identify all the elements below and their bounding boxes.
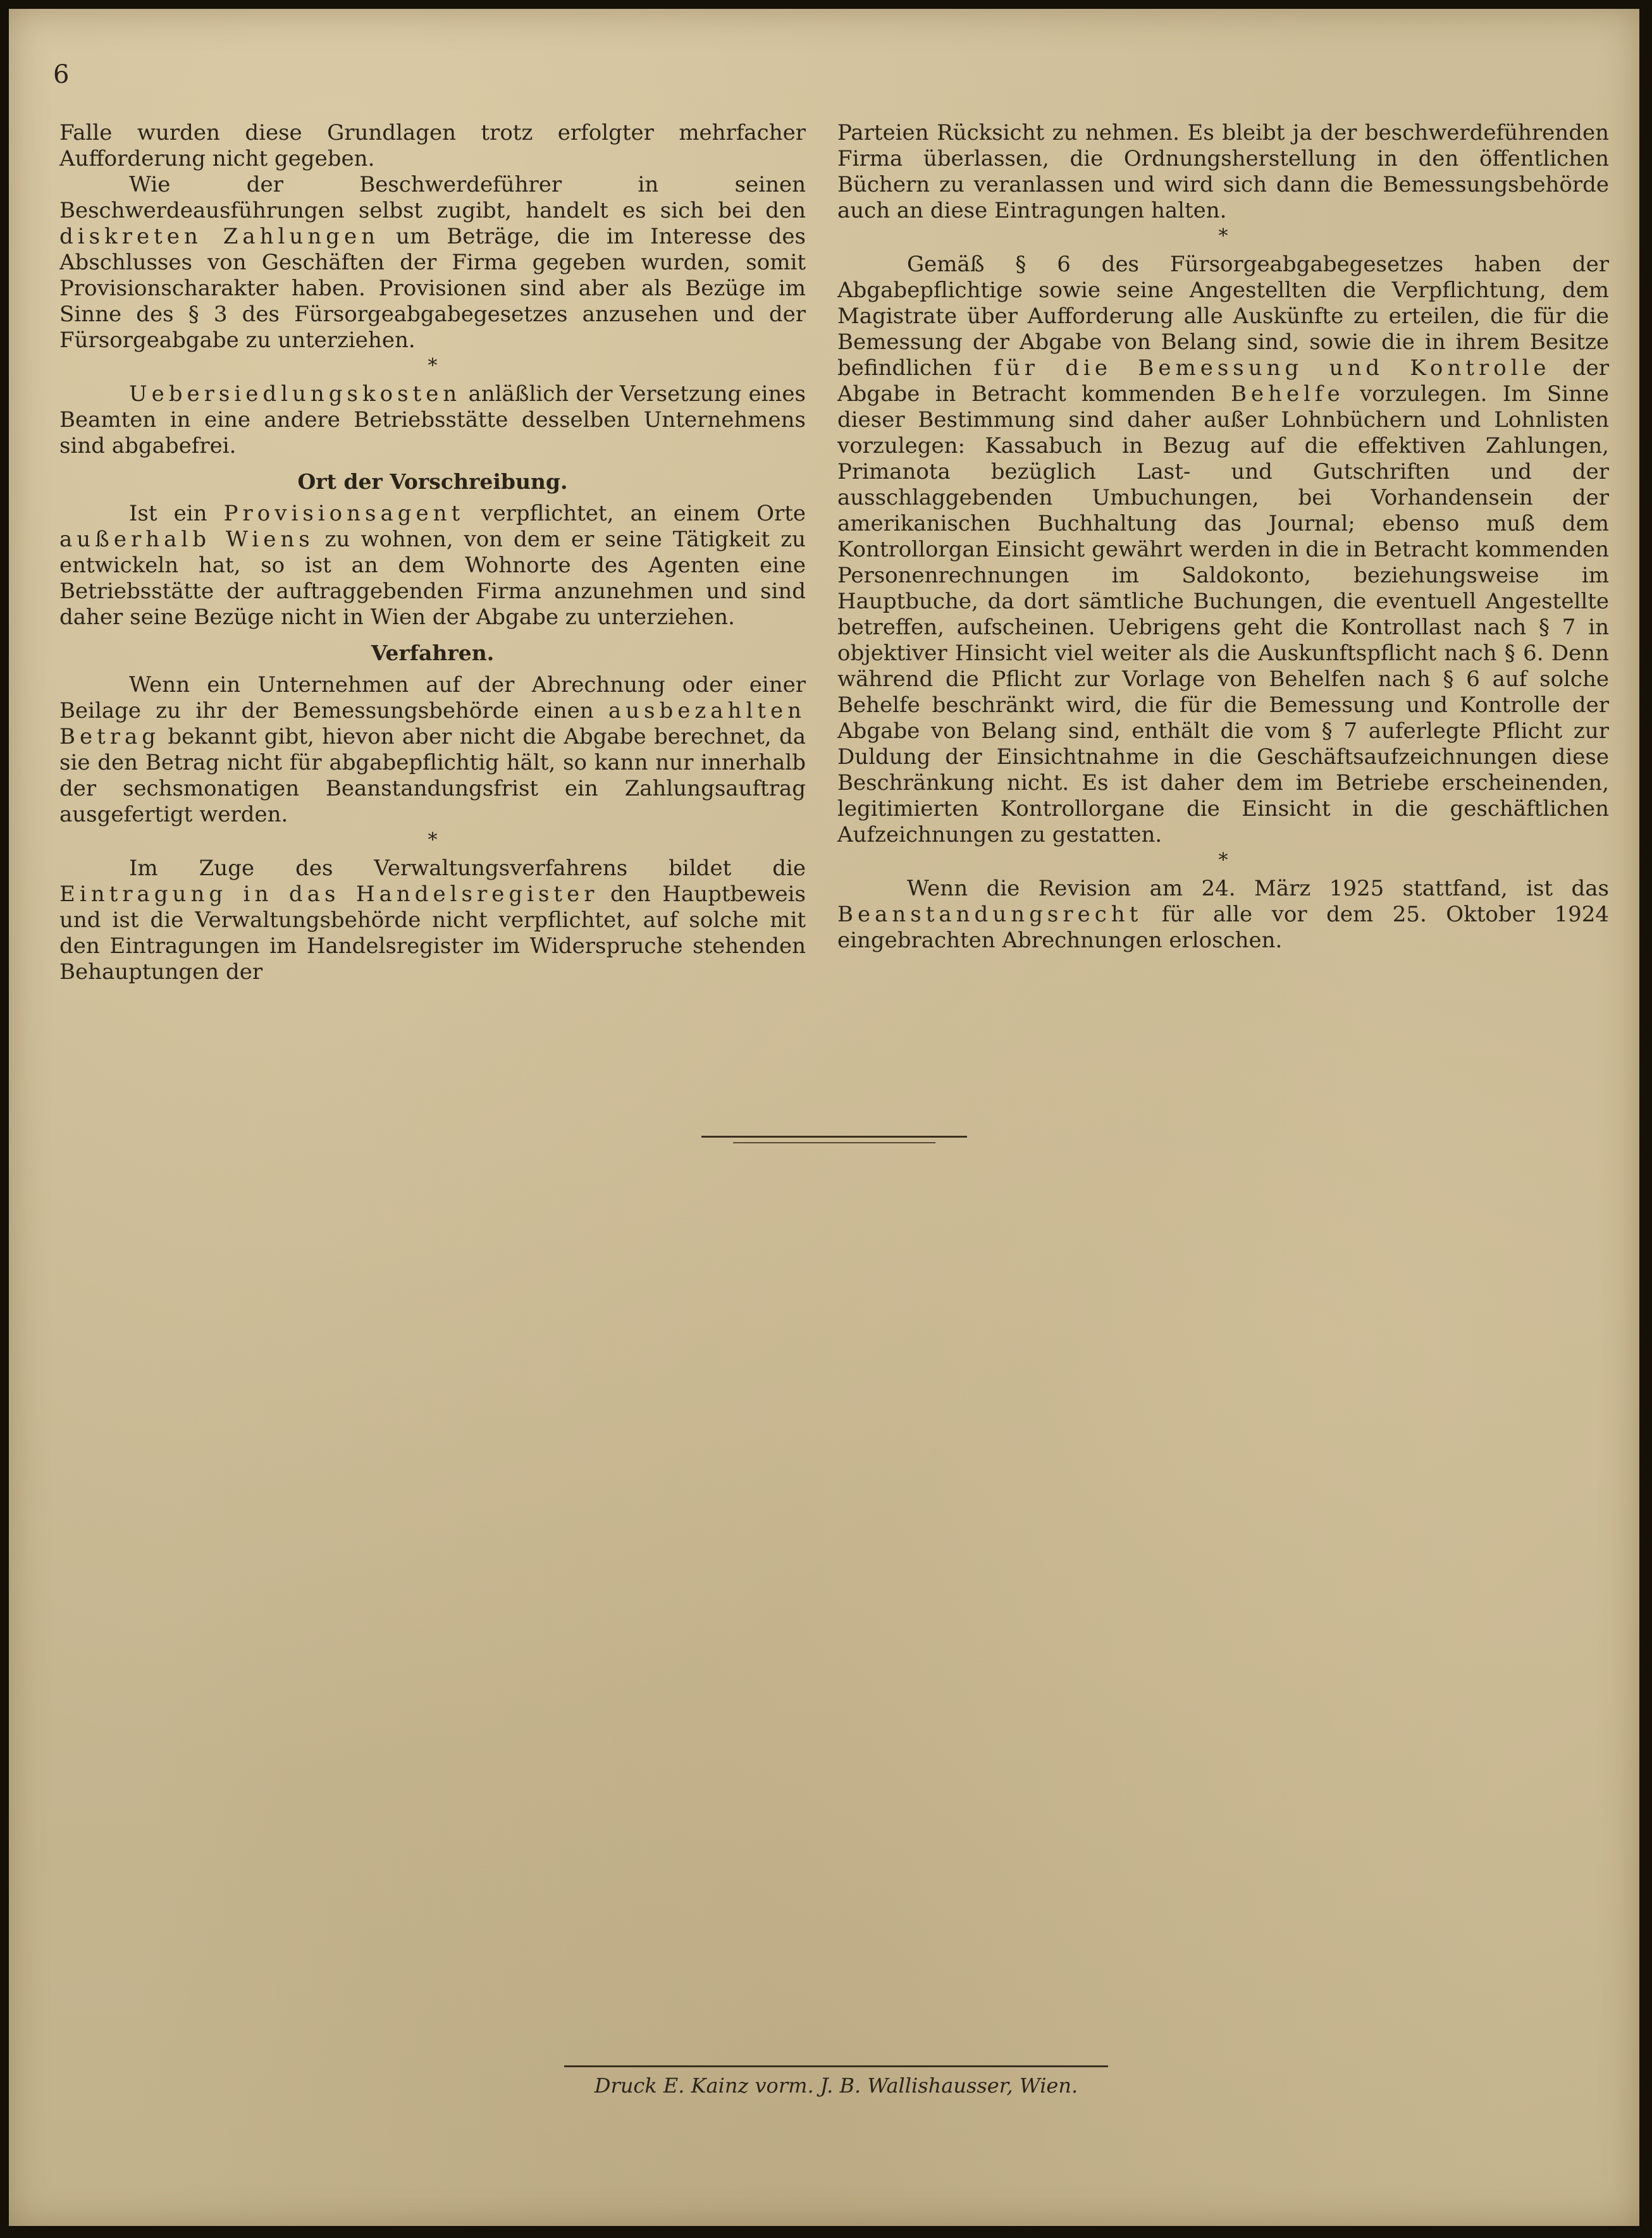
paragraph-continuation: Parteien Rücksicht zu nehmen. Es bleibt ja der beschwerdeführenden Firma überlassen, die Ordnungsherstellung in den öffentlichen Büchern zu veranlassen und wird sich dann die Bemessungsbehörde auch an diese Eintragungen halten.	[837, 120, 1609, 223]
paragraph-commission-payments	[59, 172, 806, 354]
document-page	[9, 9, 1639, 2226]
spaced-emphasis: Provisionsagent	[223, 501, 465, 526]
paragraph-relocation-costs	[59, 381, 806, 459]
section-heading-place: Ort der Vorschreibung.	[297, 469, 568, 494]
text-segment: verpflichtet, an einem Orte	[481, 501, 806, 526]
section-separator-star: *	[1218, 225, 1228, 247]
left-column	[59, 120, 806, 985]
spaced-emphasis: Eintragung in das Handelsregister	[59, 882, 599, 907]
paragraph-continuation: Falle wurden diese Grundlagen trotz erfolgter mehrfacher Aufforderung nicht gegeben.	[59, 120, 806, 171]
spaced-emphasis: Behelfe	[1230, 381, 1345, 407]
text-segment: Ist ein	[129, 501, 207, 526]
section-separator-star: *	[1218, 849, 1228, 871]
text-segment: Im Zuge des Verwaltungsverfahrens bildet die	[129, 856, 806, 881]
text-segment: vorzulegen. Im Sinne dieser Bestimmung sind daher außer Lohnbüchern und Lohnlisten vorzulegen: Kassabuch in Bezug auf die effektiven Zahlungen, Primanota bezüglich Last- und Gutschriften und der ausschlaggebenden Umbuchungen, bei Vorhandensein der amerikanischen Buchhaltung das Journal; ebenso muß dem Kontrollorgan Einsicht gewährt werden in die in Betracht kommenden Personenrechnungen im Saldokonto, beziehungsweise im Hauptbuche, da dort sämtliche Buchungen, die eventuell Angestellte betreffen, aufscheinen. Uebrigens geht die Kontrollast nach § 7 in objektiver Hinsicht viel weiter als die Auskunftspflicht nach § 6. Denn während die Pflicht zur Vorlage von Behelfen nach § 6 auf solche Behelfe beschränkt wird, die für die Bemessung und Kontrolle der Abgabe von Belang sind, enthält die vom § 7 auferlegte Pflicht zur Duldung der Einsichtnahme in die Geschäftsaufzeichnungen diese Beschränkung nicht. Es ist daher dem im Betriebe erscheinenden, legitimierten Kontrollorgane die Einsicht in die geschäftlichen Aufzeichnungen zu gestatten.	[837, 381, 1609, 847]
text-segment: Wie der Beschwerdeführer in seinen Beschwerdeausführungen selbst zugibt, handelt es sich bei den	[59, 172, 806, 223]
end-divider-rule	[701, 1136, 967, 1138]
text-segment: anläßlich der Versetzung eines Beamten in eine andere Betriebsstätte desselben Unternehmens sind abgabefrei.	[59, 381, 806, 458]
text-segment: Gemäß § 6 des Fürsorgeabgabegesetzes haben der Abgabepflichtige sowie seine Angestellten die Verpflichtung, dem Magistrate über Aufforderung alle Auskünfte zu erteilen, die für die Bemessung der Abgabe von Belang sind, sowie die in ihrem Besitze befindlichen	[837, 252, 1609, 381]
text-segment: Wenn ein Unternehmen auf der Abrechnung oder einer Beilage zu ihr der Bemessungsbehörde einen	[59, 672, 806, 723]
section-separator-star: *	[428, 355, 438, 377]
end-divider-rule-thin	[733, 1142, 935, 1143]
text-segment: zu wohnen, von dem er seine Tätigkeit zu entwickeln hat, so ist an dem Wohnorte des Agenten eine Betriebsstätte der auftraggebenden Firma anzunehmen und sind daher seine Bezüge nicht in Wien der Abgabe zu unterziehen.	[59, 527, 806, 630]
spaced-emphasis: Uebersiedlungskosten	[129, 381, 462, 407]
paragraph-provision-agent	[59, 501, 806, 630]
printer-imprint: Druck E. Kainz vorm. J. B. Wallishausser, Wien.	[594, 2074, 1078, 2098]
spaced-emphasis: außerhalb Wiens	[59, 527, 314, 552]
paragraph-information-duty	[837, 252, 1609, 848]
text-segment: für alle vor dem 25. Oktober 1924 eingebrachten Abrechnungen erloschen.	[837, 902, 1610, 953]
paragraph-commercial-register	[59, 856, 806, 985]
spaced-emphasis: Beanstandungsrecht	[837, 902, 1143, 927]
paragraph-objection-right	[837, 876, 1609, 954]
imprint-rule	[564, 2065, 1108, 2067]
spaced-emphasis: für die Bemessung und Kontrolle	[994, 355, 1551, 381]
text-segment: den Hauptbeweis und ist die Verwaltungsbehörde nicht verpflichtet, auf solche mit den Eintragungen im Handelsregister im Widerspruche stehenden Behauptungen der	[59, 882, 806, 985]
section-heading-procedure: Verfahren.	[371, 641, 495, 665]
right-column	[837, 120, 1609, 954]
text-segment: der Abgabe in Betracht kommenden	[837, 355, 1609, 407]
spaced-emphasis: diskreten Zahlungen	[59, 224, 380, 249]
text-segment: um Beträge, die im Interesse des Abschlusses von Geschäften der Firma gegeben wurden, somit Provisionscharakter haben. Provisionen sind aber als Bezüge im Sinne des § 3 des Fürsorgeabgabegesetzes anzusehen und der Fürsorgeabgabe zu unterziehen.	[59, 224, 806, 353]
text-segment: Wenn die Revision am 24. März 1925 stattfand, ist das	[907, 876, 1609, 901]
paragraph-paid-amount	[59, 672, 806, 828]
spaced-emphasis: ausbezahlten Betrag	[59, 698, 806, 749]
page-number: 6	[53, 60, 70, 89]
text-segment: bekannt gibt, hievon aber nicht die Abgabe berechnet, da sie den Betrag nicht für abgabepflichtig hält, so kann nur innerhalb der sechsmonatigen Beanstandungsfrist ein Zahlungsauftrag ausgefertigt werden.	[59, 724, 806, 827]
section-separator-star: *	[428, 829, 438, 851]
